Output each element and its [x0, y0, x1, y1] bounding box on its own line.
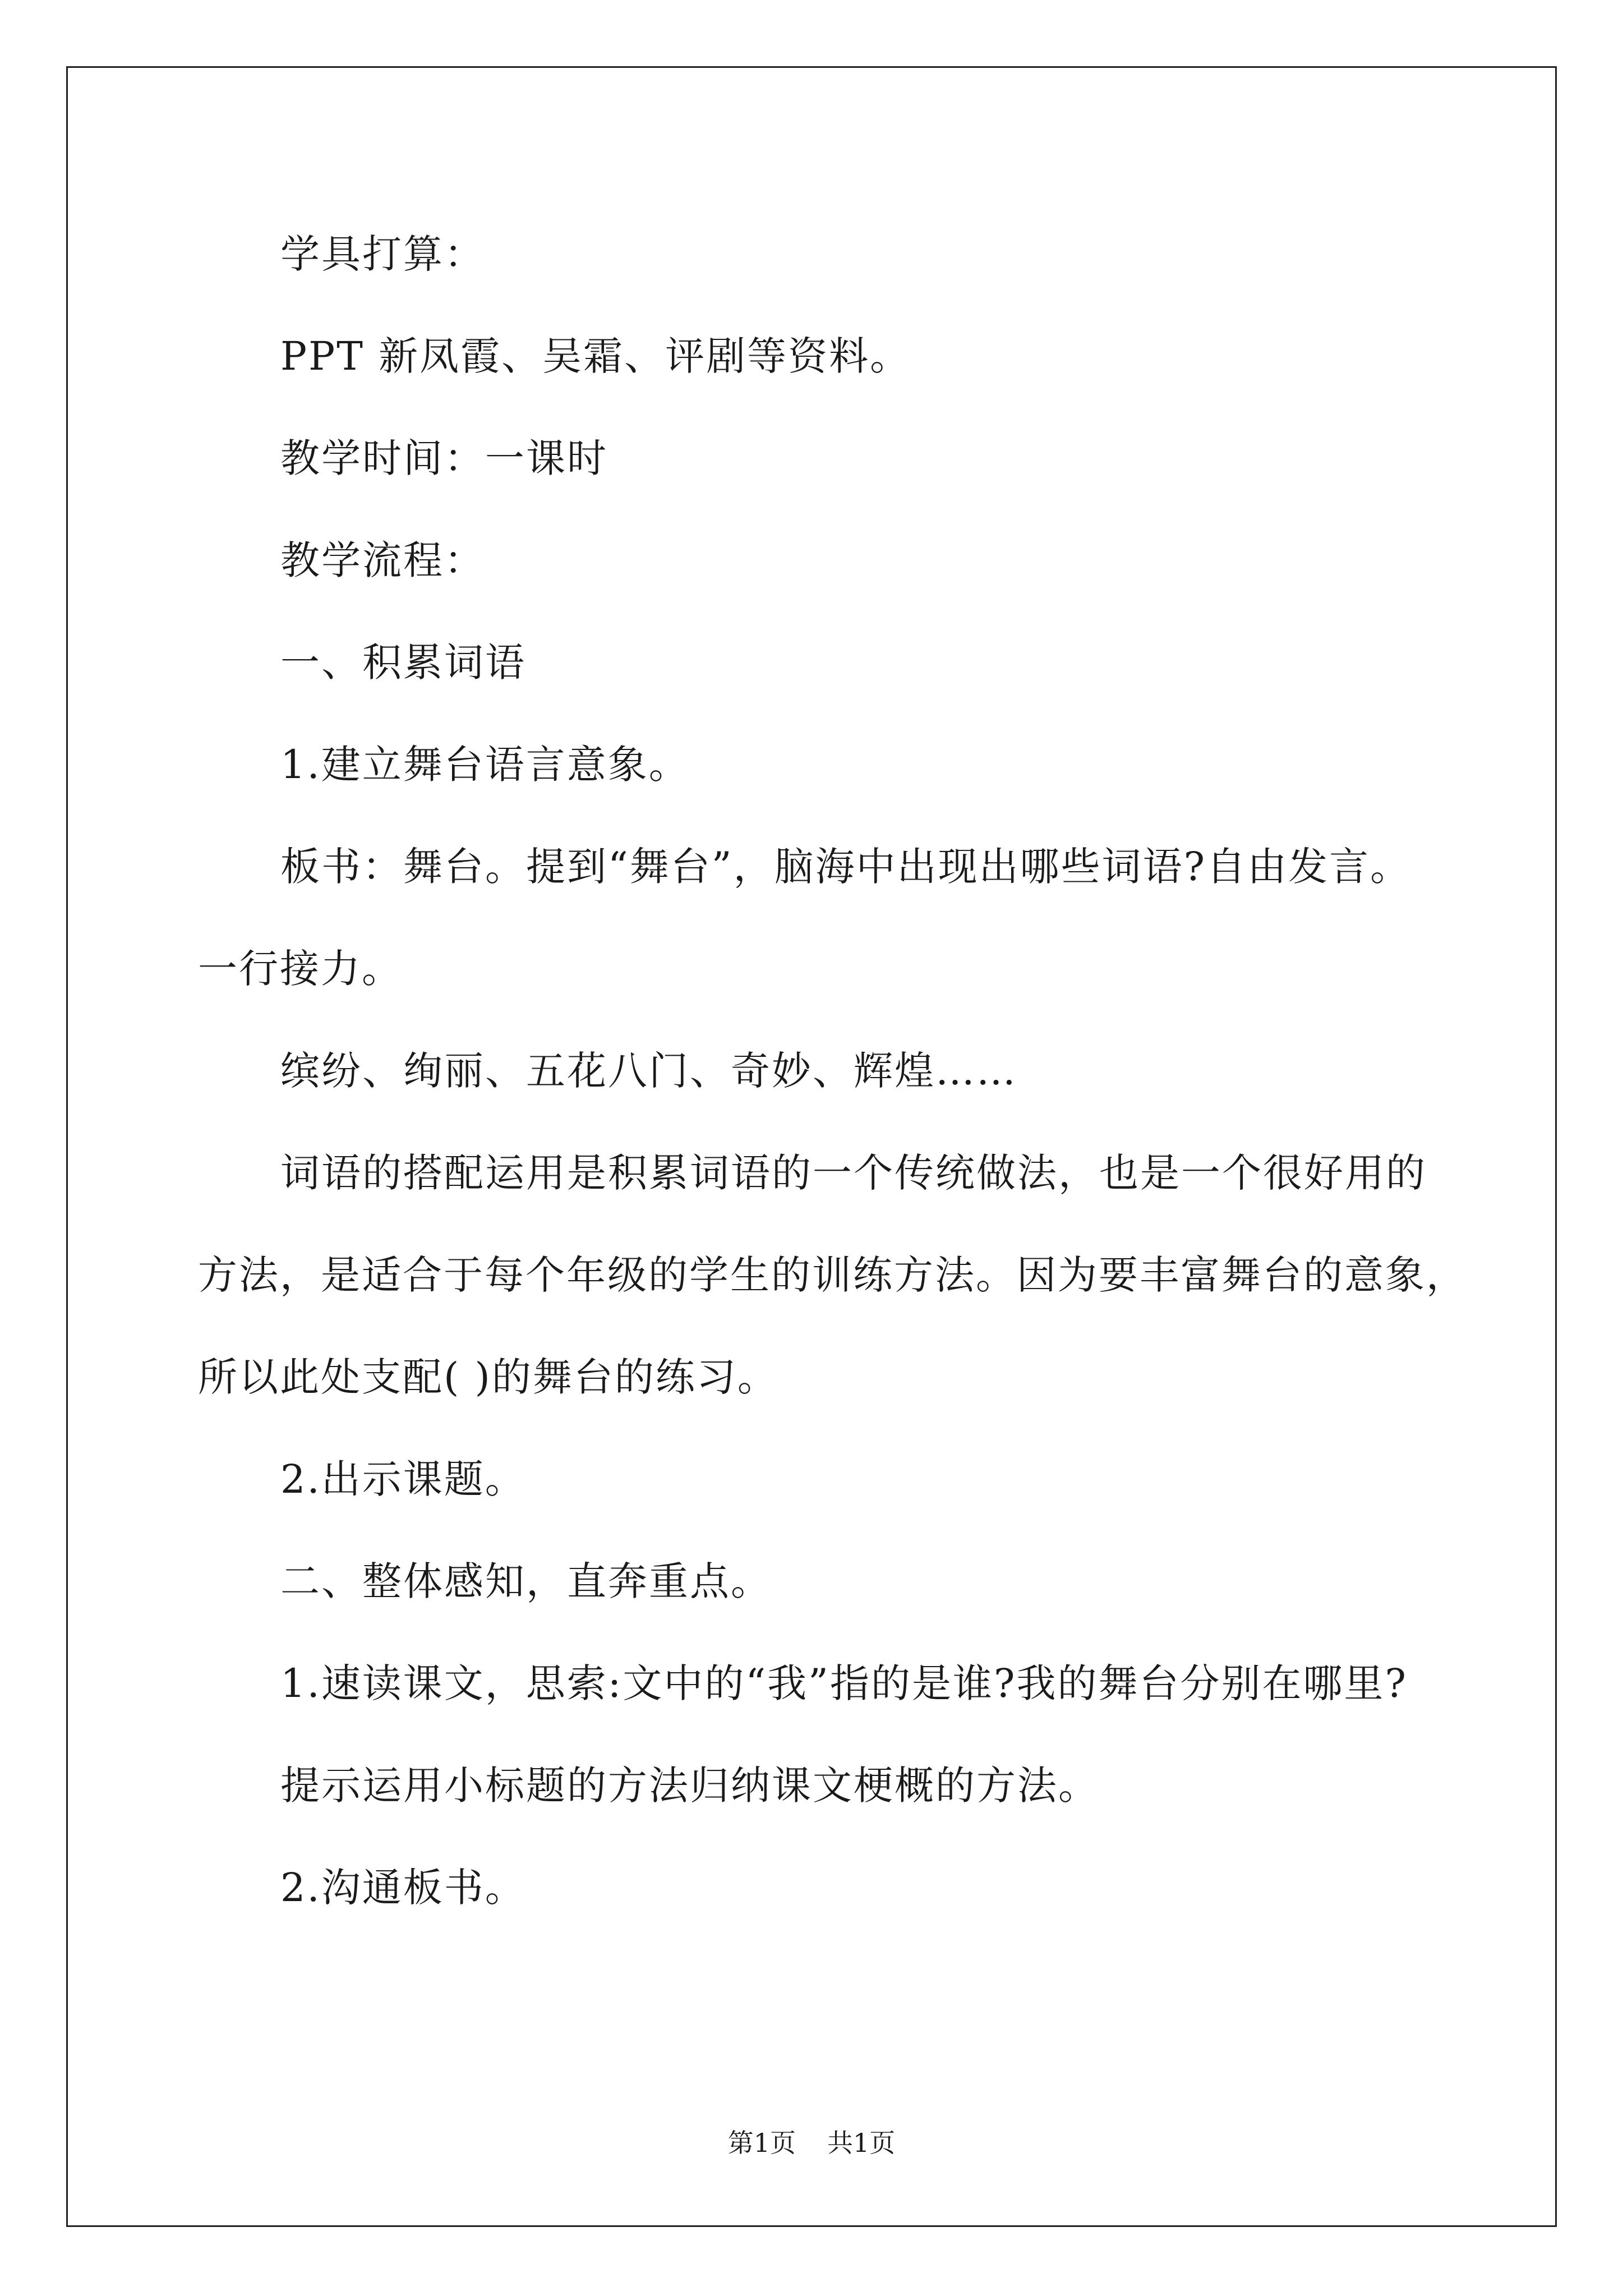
text-line-8: 一行接力。: [198, 946, 403, 992]
text-line-14: 二、整体感知，直奔重点。: [280, 1558, 772, 1604]
text-line-10: 词语的搭配运用是积累词语的一个传统做法，也是一个很好用的: [280, 1150, 1427, 1196]
page-number-total: 共1页: [827, 2128, 896, 2158]
page-footer: [0, 2126, 1623, 2160]
text-line-4: 教学流程：: [280, 537, 485, 583]
text-line-17: 2.沟通板书。: [280, 1865, 526, 1911]
text-line-12: 所以此处支配( )的舞台的练习。: [198, 1354, 778, 1400]
page-number-current: 第1页: [727, 2128, 796, 2158]
text-line-3: 教学时间：一课时: [280, 435, 608, 481]
text-line-11: 方法，是适合于每个年级的学生的训练方法。因为要丰富舞台的意象，: [198, 1252, 1467, 1298]
text-line-9: 缤纷、绚丽、五花八门、奇妙、辉煌……: [280, 1048, 1017, 1094]
text-line-6: 1.建立舞台语言意象。: [280, 742, 690, 788]
text-line-7: 板书：舞台。提到“舞台”，脑海中出现出哪些词语?自由发言。: [280, 844, 1412, 890]
text-line-16: 提示运用小标题的方法归纳课文梗概的方法。: [280, 1763, 1099, 1809]
text-line-15: 1.速读课文，思索:文中的“我”指的是谁?我的舞台分别在哪里?: [280, 1660, 1408, 1706]
text-line-2: PPT 新凤霞、吴霜、评剧等资料。: [280, 333, 911, 379]
text-line-13: 2.出示课题。: [280, 1456, 526, 1502]
text-line-1: 学具打算：: [280, 231, 485, 277]
text-line-5: 一、积累词语: [280, 639, 526, 685]
